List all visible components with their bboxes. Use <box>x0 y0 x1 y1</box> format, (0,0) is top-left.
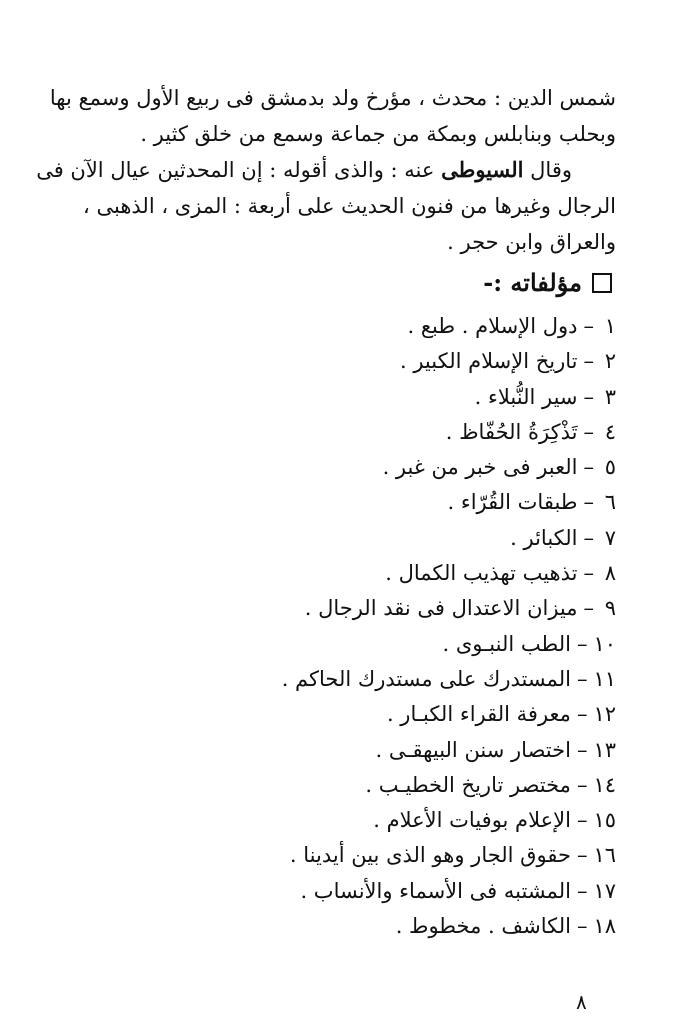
work-dash: – <box>583 314 594 338</box>
work-title: تاريخ الإسلام الكبير . <box>399 349 578 374</box>
work-item <box>196 485 616 520</box>
work-item <box>196 697 616 732</box>
work-dash: – <box>576 737 588 762</box>
work-dash: – <box>583 419 594 444</box>
work-number: ١٣ <box>593 737 616 762</box>
work-item <box>196 591 616 626</box>
work-title: سير النُّبلاء . <box>474 384 578 409</box>
page-number: ٨ <box>576 990 587 1014</box>
work-item <box>196 627 616 662</box>
work-number: ٥ <box>604 455 616 480</box>
work-item <box>196 909 616 944</box>
work-number: ١٥ <box>593 808 616 833</box>
work-dash: – <box>576 843 588 868</box>
work-number: ١١ <box>593 666 616 691</box>
work-number: ١٠ <box>593 631 616 656</box>
biography-paragraph <box>49 80 616 152</box>
work-dash: – <box>576 878 588 903</box>
work-title: ميزان الاعتدال فى نقد الرجال . <box>304 596 578 621</box>
quote-line-1-start: وقال <box>523 158 572 182</box>
quote-line-1-end: عنه : والذى أقوله : إن المحدثين عيال الآن فى <box>36 158 442 182</box>
work-dash: – <box>583 455 594 480</box>
work-title: الإعلام بوفيات الأعلام . <box>373 808 571 833</box>
work-title: المشتبه فى الأسماء والأنساب . <box>300 878 571 903</box>
work-title: معرفة القراء الكبـار . <box>386 702 571 727</box>
work-number: ٧ <box>604 525 616 550</box>
work-item <box>196 768 616 803</box>
work-item <box>196 838 616 873</box>
suyuti-quote-paragraph <box>36 152 616 260</box>
quote-line-2: الرجال وغيرها من فنون الحديث على أربعة : المزى ، الذهبى ، <box>83 194 616 218</box>
work-title: العبر فى خبر من غبر . <box>382 455 578 480</box>
works-heading <box>483 266 612 300</box>
work-item <box>196 415 616 450</box>
work-number: ١٦ <box>593 843 616 868</box>
quote-line-1 <box>36 152 616 188</box>
work-item <box>196 450 616 485</box>
work-title: الكاشف . مخطوط . <box>395 914 571 939</box>
work-dash: – <box>583 349 594 374</box>
work-dash: – <box>576 702 588 727</box>
work-number: ١٤ <box>593 772 616 797</box>
work-item <box>196 344 616 379</box>
quote-line-3: والعراق وابن حجر . <box>447 230 616 254</box>
work-number: ١٨ <box>593 914 616 939</box>
work-number: ١٧ <box>593 878 616 903</box>
square-bullet-icon <box>592 273 612 293</box>
work-item <box>196 309 616 344</box>
work-item <box>196 380 616 415</box>
work-dash: – <box>576 666 588 691</box>
work-number: ٤ <box>604 419 616 444</box>
work-dash: – <box>576 808 588 833</box>
work-dash: – <box>583 561 594 586</box>
work-title: تَذْكِرَةُ الحُفّاظ . <box>445 419 578 444</box>
work-number: ١٢ <box>593 702 616 727</box>
work-title: طبقات القُرّاء . <box>447 490 578 515</box>
work-item <box>196 733 616 768</box>
work-title: الطب النبـوى . <box>442 631 571 656</box>
work-dash: – <box>583 596 594 621</box>
biography-line-2: وبحلب وبنابلس وبمكة من جماعة وسمع من خلق كثير . <box>140 122 616 146</box>
work-title: دول الإسلام . طبع . <box>407 314 578 338</box>
work-item <box>196 556 616 591</box>
work-number: ٢ <box>604 349 616 374</box>
work-item <box>196 803 616 838</box>
work-dash: – <box>583 490 594 515</box>
work-item <box>196 874 616 909</box>
work-dash: – <box>583 384 594 409</box>
biography-line-1: شمس الدين : محدث ، مؤرخ ولد بدمشق فى ربيع الأول وسمع بها <box>49 86 616 110</box>
work-title: الكبائر . <box>510 525 578 550</box>
work-title: مختصر تاريخ الخطيـب . <box>365 772 571 797</box>
work-number: ٣ <box>604 384 616 409</box>
work-item <box>196 521 616 556</box>
works-heading-title: مؤلفاته :- <box>483 268 582 297</box>
work-item <box>196 662 616 697</box>
work-dash: – <box>583 525 594 550</box>
work-dash: – <box>576 914 588 939</box>
work-title: تذهيب تهذيب الكمال . <box>385 561 578 586</box>
suyuti-name: السيوطى <box>441 157 524 182</box>
work-number: ٩ <box>604 596 616 621</box>
work-dash: – <box>576 772 588 797</box>
work-number: ١ <box>604 314 616 338</box>
work-dash: – <box>576 631 588 656</box>
work-number: ٦ <box>604 490 616 515</box>
work-title: المستدرك على مستدرك الحاكم . <box>281 666 571 691</box>
works-list <box>196 309 616 944</box>
work-title: اختصار سنن البيهقـى . <box>375 737 571 762</box>
work-number: ٨ <box>604 561 616 586</box>
work-title: حقوق الجار وهو الذى بين أيدينا . <box>289 843 571 868</box>
